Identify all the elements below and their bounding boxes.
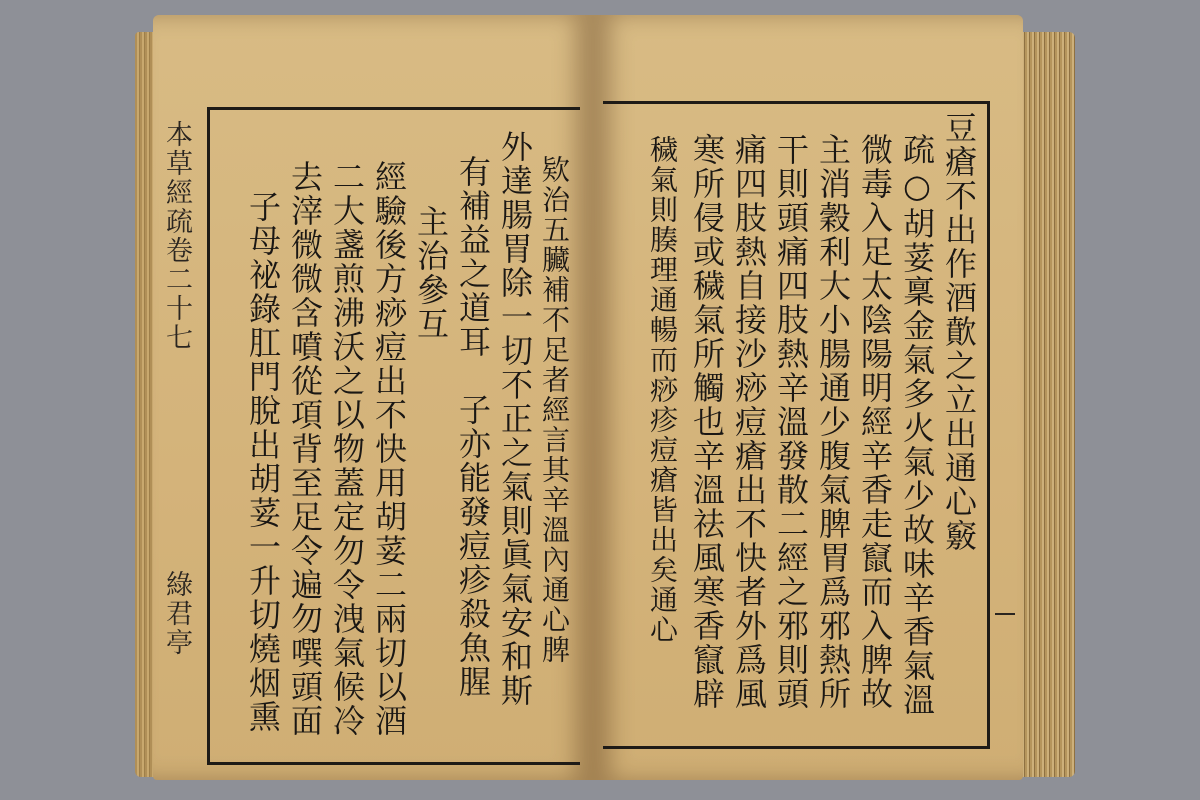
left-page [153, 15, 593, 780]
text-column: 外達腸胃除一切不正之氣則眞氣安和斯 [496, 130, 534, 708]
margin-title: 本草經疏卷二十七 [161, 120, 192, 352]
margin-footer: 綠君亭 [161, 570, 192, 657]
open-book [135, 10, 1075, 780]
text-column: 有補益之道耳 子亦能發痘疹殺魚腥 [454, 155, 492, 699]
text-column: 寒所侵或穢氣所觸也辛溫祛風寒香竄辟 [688, 133, 726, 711]
text-column: 欵治五臟補不足者經言其辛溫內通心脾 [538, 155, 571, 665]
text-column: 微毒入足太陰陽明經辛香走竄而入脾故 [856, 133, 894, 711]
text-column: 穢氣則腠理通暢而痧疹痘瘡皆出矣通心 [646, 135, 679, 645]
text-column: 子母祕錄肛門脫出胡荽一升切燒烟熏 [244, 190, 282, 734]
text-column: 豆瘡不出作酒歕之立出通心竅 [940, 111, 978, 553]
text-column: 去滓微微含噴從項背至足令遍勿噀頭面 [286, 160, 324, 738]
text-column: 干則頭痛四肢熱辛溫發散二經之邪則頭 [772, 133, 810, 711]
text-column: 經驗後方痧痘出不快用胡荽二兩切以酒 [370, 160, 408, 738]
right-page-stack [1015, 32, 1075, 777]
text-column: 二大盞煎沸沃之以物蓋定勿令洩氣候冷 [328, 160, 366, 738]
text-column: 主消穀利大小腸通少腹氣脾胃爲邪熱所 [814, 133, 852, 711]
text-column: 主治參互 [412, 205, 450, 341]
text-column: 疏○胡荽稟金氣多火氣少故味辛香氣溫 [898, 133, 936, 717]
fold-mark [995, 613, 1015, 615]
text-column: 痛四肢熱自接沙痧痘瘡出不快者外爲風 [730, 133, 768, 711]
right-page [593, 15, 1023, 780]
